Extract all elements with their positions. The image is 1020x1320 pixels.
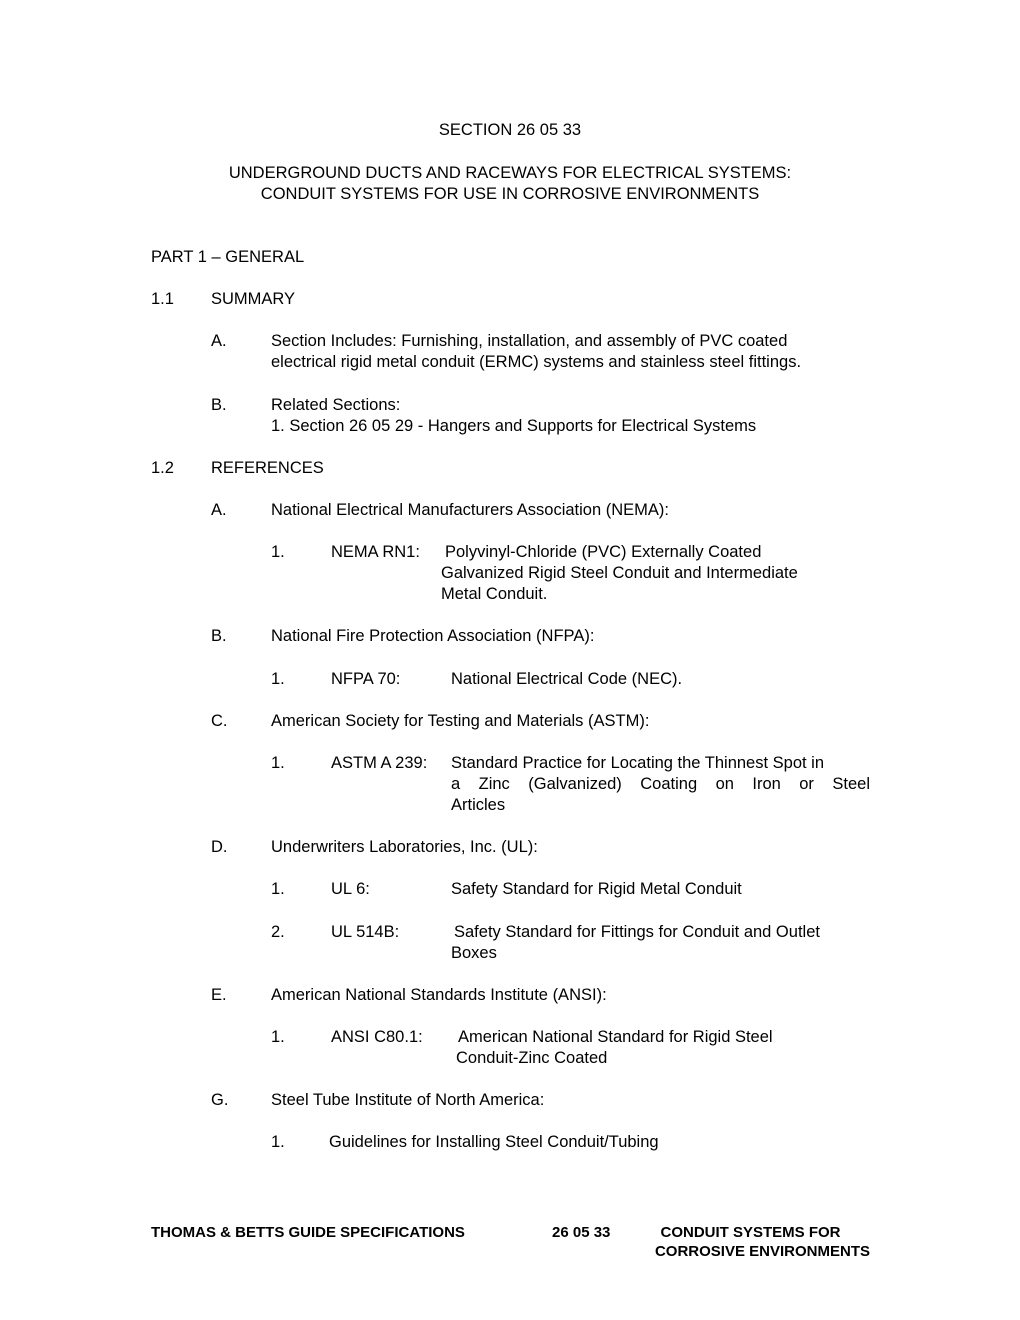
ref-b-org: National Fire Protection Association (NFPA):: [271, 627, 595, 645]
ref-c-item-number: 1.: [271, 754, 285, 772]
ref-d-item1-number: 1.: [271, 880, 285, 898]
footer-title-line-2: CORROSIVE ENVIRONMENTS: [654, 1243, 870, 1260]
ref-e-item-line-2: Conduit-Zinc Coated: [456, 1049, 608, 1067]
ref-d-label: D.: [211, 838, 228, 856]
ref-a-item-line-3: Metal Conduit.: [441, 585, 548, 603]
title-line-1: UNDERGROUND DUCTS AND RACEWAYS FOR ELECTRICAL SYSTEMS:: [228, 164, 792, 182]
ref-d-item2-code: UL 514B:: [331, 923, 400, 941]
ref-c-item-line-3: Articles: [451, 796, 506, 814]
summary-a-line-1: Section Includes: Furnishing, installation, and assembly of PVC coated: [271, 332, 788, 350]
ref-b-item-code: NFPA 70:: [331, 670, 401, 688]
summary-number: 1.1: [151, 290, 174, 308]
summary-b-line-2: 1. Section 26 05 29 - Hangers and Supports for Electrical Systems: [271, 417, 757, 435]
ref-a-item-number: 1.: [271, 543, 285, 561]
section-number: SECTION 26 05 33: [438, 121, 582, 139]
ref-b-item-number: 1.: [271, 670, 285, 688]
ref-e-item-number: 1.: [271, 1028, 285, 1046]
ref-e-item-code: ANSI C80.1:: [331, 1028, 423, 1046]
ref-a-item-line-1: Polyvinyl-Chloride (PVC) Externally Coated: [445, 543, 762, 561]
summary-b-label: B.: [211, 396, 227, 414]
ref-d-org: Underwriters Laboratories, Inc. (UL):: [271, 838, 538, 856]
footer-publisher: THOMAS & BETTS GUIDE SPECIFICATIONS: [151, 1224, 465, 1241]
summary-a-label: A.: [211, 332, 227, 350]
ref-d-item2-line-2: Boxes: [451, 944, 497, 962]
ref-g-item-line-1: Guidelines for Installing Steel Conduit/Tubing: [329, 1133, 659, 1151]
ref-c-item-line-2: a Zinc (Galvanized) Coating on Iron or Steel: [451, 775, 870, 793]
ref-d-item2-line-1: Safety Standard for Fittings for Conduit and Outlet: [454, 923, 820, 941]
ref-a-item-line-2: Galvanized Rigid Steel Conduit and Intermediate: [441, 564, 798, 582]
ref-a-label: A.: [211, 501, 227, 519]
ref-b-label: B.: [211, 627, 227, 645]
ref-e-org: American National Standards Institute (ANSI):: [271, 986, 607, 1004]
references-number: 1.2: [151, 459, 174, 477]
part-heading: PART 1 – GENERAL: [151, 248, 305, 266]
summary-b-line-1: Related Sections:: [271, 396, 401, 414]
footer-section-number: 26 05 33: [552, 1224, 611, 1241]
ref-c-label: C.: [211, 712, 228, 730]
summary-title: SUMMARY: [211, 290, 296, 308]
ref-e-item-line-1: American National Standard for Rigid Steel: [458, 1028, 773, 1046]
title-line-2: CONDUIT SYSTEMS FOR USE IN CORROSIVE ENVIRONMENTS: [260, 185, 760, 203]
ref-c-item-code: ASTM A 239:: [331, 754, 428, 772]
summary-a-line-2: electrical rigid metal conduit (ERMC) systems and stainless steel fittings.: [271, 353, 802, 371]
ref-a-org: National Electrical Manufacturers Association (NEMA):: [271, 501, 669, 519]
ref-a-item-code: NEMA RN1:: [331, 543, 420, 561]
ref-d-item1-line-1: Safety Standard for Rigid Metal Conduit: [451, 880, 742, 898]
references-title: REFERENCES: [211, 459, 324, 477]
ref-d-item1-code: UL 6:: [331, 880, 370, 898]
ref-e-label: E.: [211, 986, 227, 1004]
footer-title-line-1: CONDUIT SYSTEMS FOR: [660, 1224, 841, 1241]
ref-c-org: American Society for Testing and Materials (ASTM):: [271, 712, 650, 730]
ref-c-item-line-1: Standard Practice for Locating the Thinnest Spot in: [451, 754, 825, 772]
ref-g-label: G.: [211, 1091, 229, 1109]
ref-d-item2-number: 2.: [271, 923, 285, 941]
ref-g-item-number: 1.: [271, 1133, 285, 1151]
ref-g-org: Steel Tube Institute of North America:: [271, 1091, 545, 1109]
ref-b-item-line-1: National Electrical Code (NEC).: [451, 670, 683, 688]
